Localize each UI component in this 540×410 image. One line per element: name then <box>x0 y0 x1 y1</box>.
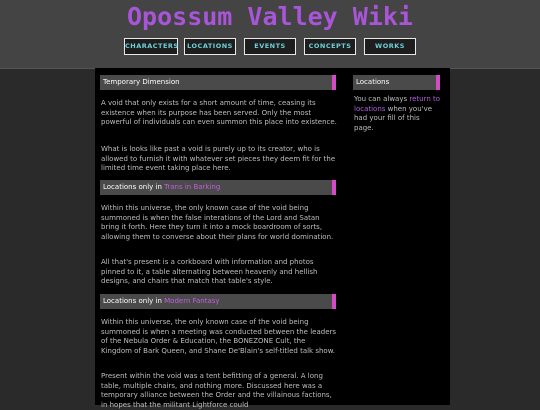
sidebar-title-bar <box>353 75 440 90</box>
nav-concepts[interactable]: CONCEPTS <box>304 38 356 55</box>
nav-characters[interactable]: CHARACTERS <box>124 38 178 55</box>
section-link-trans-in-barking[interactable]: Trans in Barking <box>164 183 221 191</box>
page-title: Temporary Dimension <box>103 78 180 86</box>
nav-locations[interactable]: LOCATIONS <box>184 38 236 55</box>
section-accent <box>332 180 336 195</box>
section-2-paragraph-2: Present within the void was a tent befitting of a general. A long table, multiple chairs, and nothing more. Discussed here was a temporary alliance between the Order and the villainous factions, in hopes that the militant Lightforce could <box>101 372 332 409</box>
section-bar-trans-in-barking <box>100 180 336 195</box>
section-link-modern-fantasy[interactable]: Modern Fantasy <box>164 297 220 305</box>
section-1-paragraph-1: Within this universe, the only known case of the void being summoned is when the false interations of the Lord and Satan bring it forth. Here they turn it into a mock boardroom of sorts, allowing them to converse about their plans for world domination. <box>101 204 334 241</box>
intro-paragraph-2: What is looks like past a void is purely up to its creator, who is allowed to furnish it with whatever set pieces they deem fit for the limited time event taking place here. <box>101 145 336 172</box>
section-accent <box>332 294 336 309</box>
return-to-locations-link[interactable]: return to locations <box>354 95 441 113</box>
main-nav <box>0 38 540 55</box>
section-1-paragraph-2: All that's present is a corkboard with information and photos pinned to it, a table alternating between heavenly and hellish designs, and chairs that match that table's style. <box>101 258 318 285</box>
nav-works[interactable]: WORKS <box>364 38 416 55</box>
site-header <box>0 0 540 69</box>
site-title[interactable]: Opossum Valley Wiki <box>127 2 413 31</box>
section-prefix: Locations only in <box>103 297 165 305</box>
sidebar-accent <box>436 75 440 90</box>
section-bar-modern-fantasy <box>100 294 336 309</box>
sidebar-title: Locations <box>356 78 390 86</box>
nav-events[interactable]: EVENTS <box>244 38 296 55</box>
section-2-paragraph-1: Within this universe, the only known case of the void being summoned is when a meeting was conducted between the leaders of the Nebula Order & Education, the BONEZONE Cult, the Kingdom of Bark Queen, and Shane De'Blain's self-titled talk show. <box>101 318 337 355</box>
sidebar-text <box>354 95 440 133</box>
intro-paragraph-1: A void that only exists for a short amount of time, ceasing its existence when its purpose has been served. Only the most powerful of individuals can even summon this place into existence. <box>101 99 337 126</box>
page-title-bar <box>100 75 336 90</box>
sidebar-text-before: You can always <box>354 95 410 103</box>
section-prefix: Locations only in <box>103 183 165 191</box>
sidebar-text-after: when you've had your fill of this page. <box>354 104 433 132</box>
title-accent <box>332 75 336 90</box>
